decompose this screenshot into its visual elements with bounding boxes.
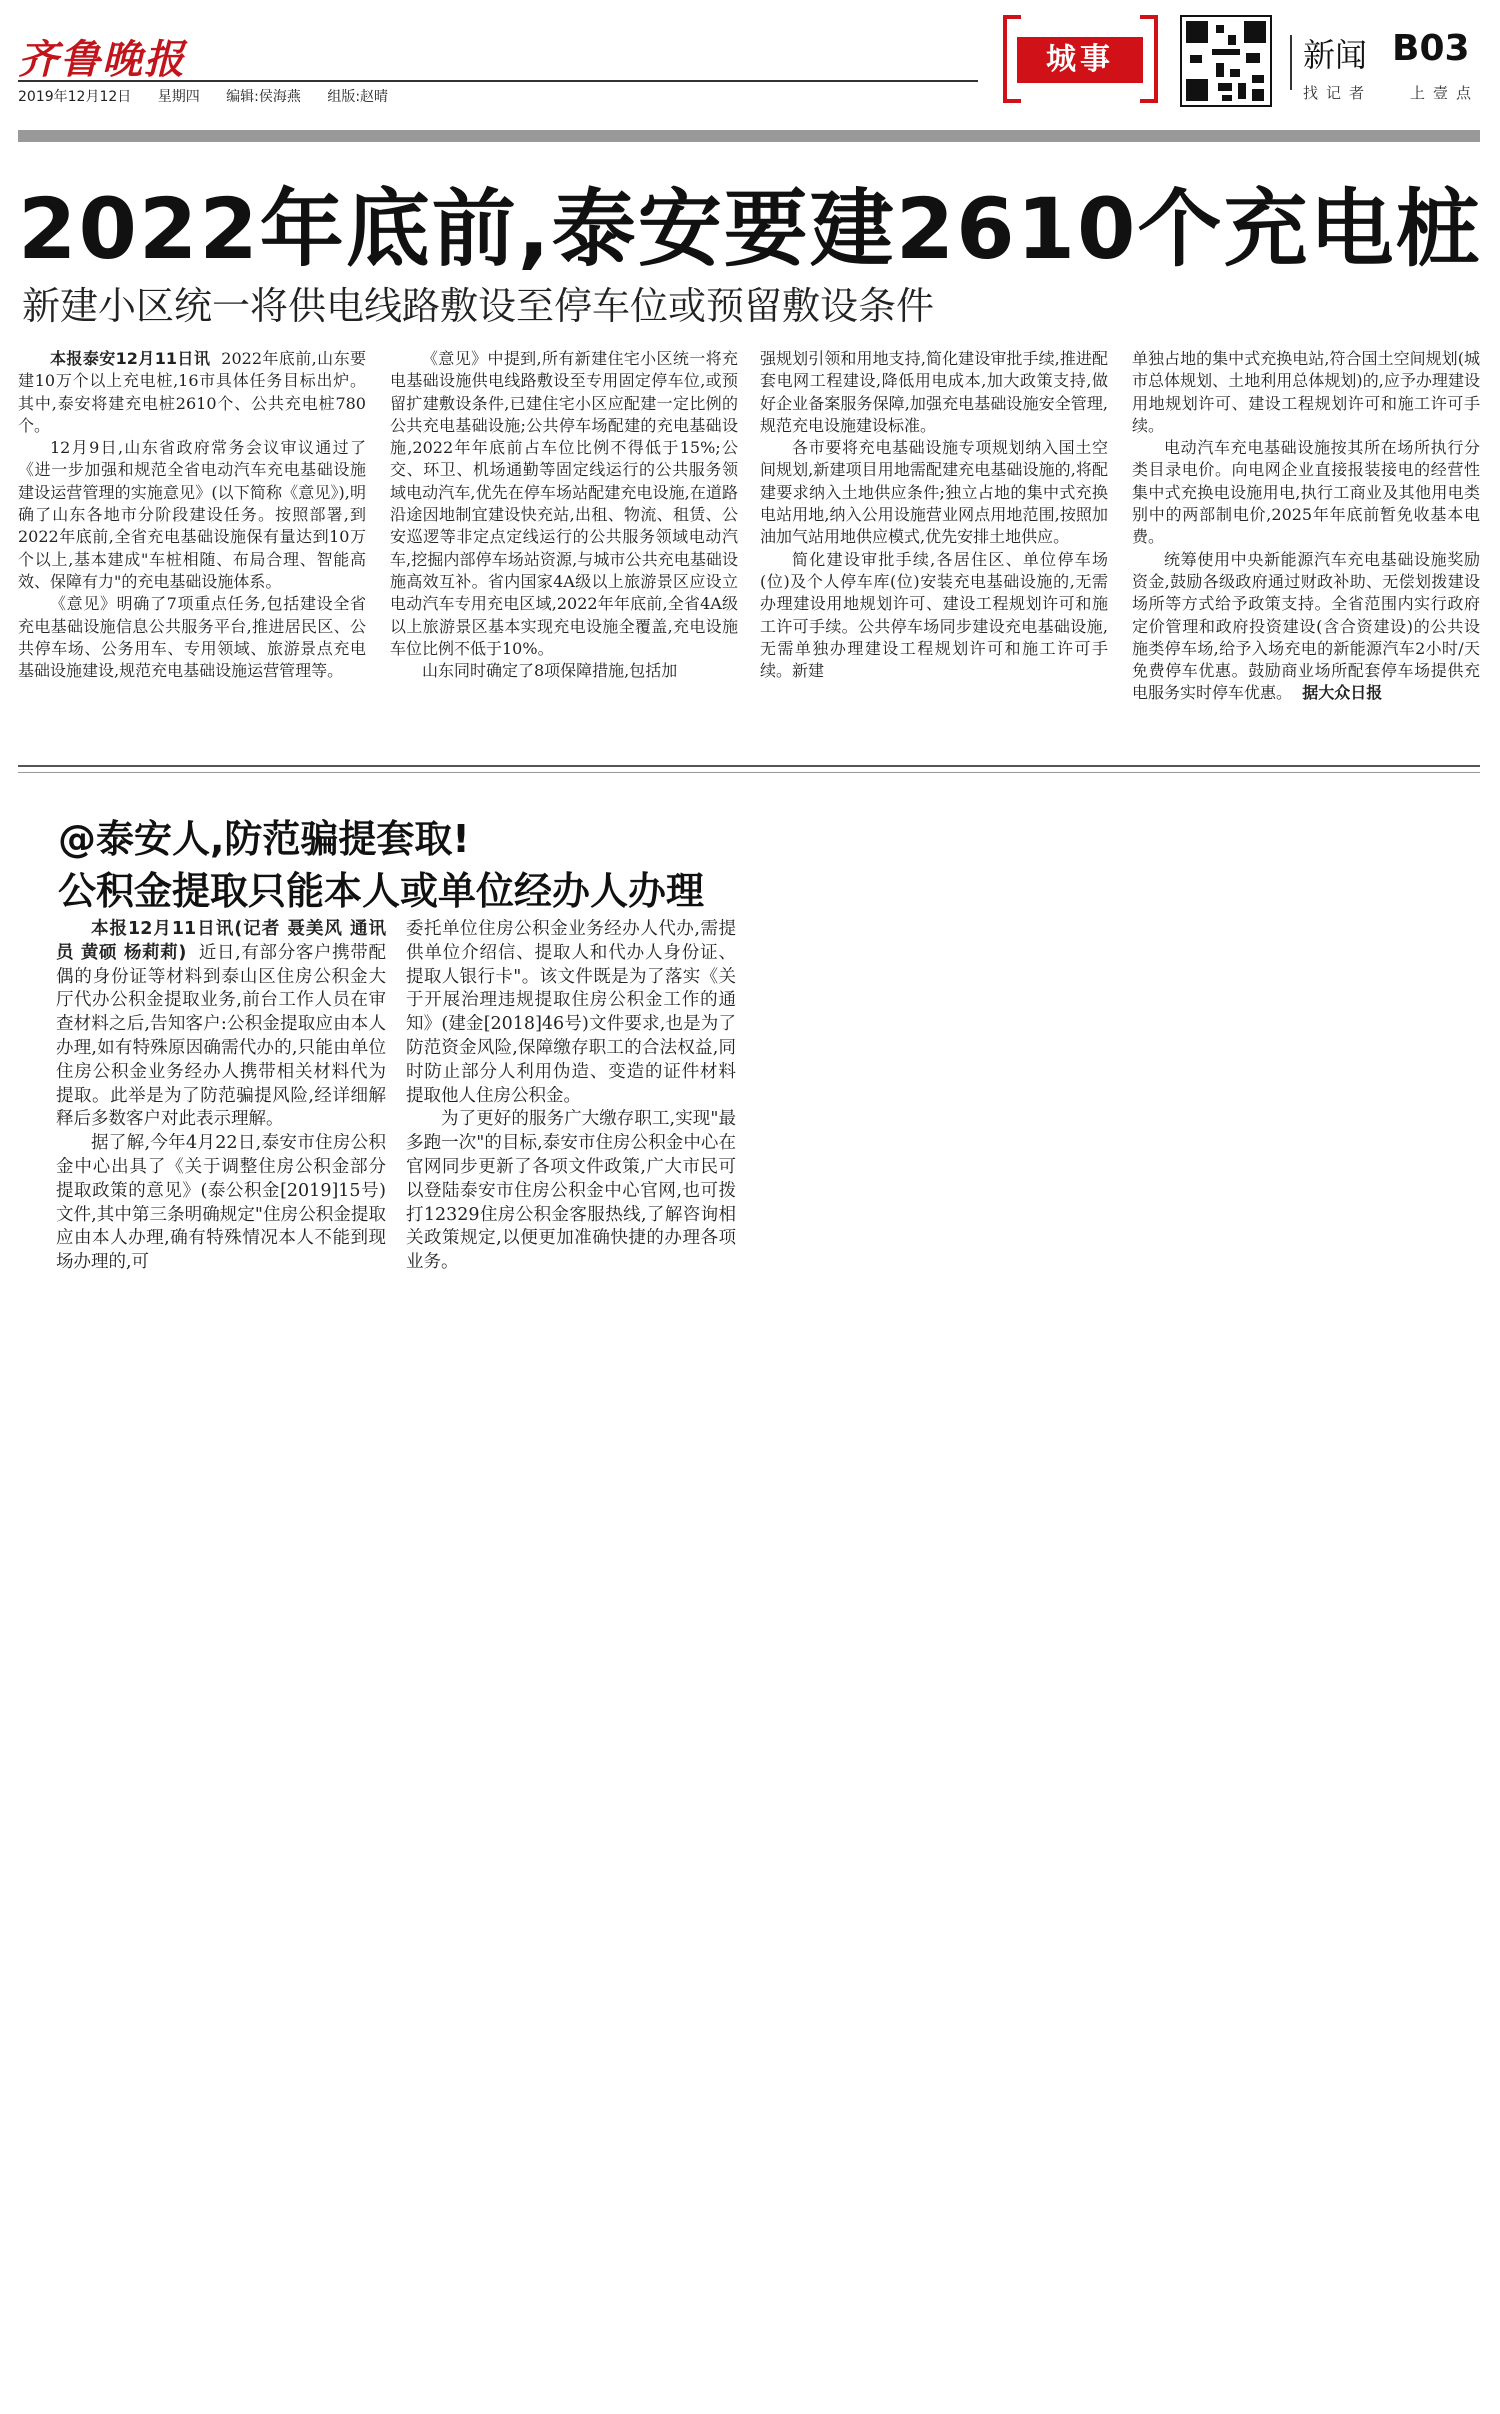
- article2-column-2: [406, 918, 736, 1275]
- paragraph: 电动汽车充电基础设施按其所在场所执行分类目录电价。向电网企业直接报装接电的经营性集中式充换电设施用电,执行工商业及其他用电类别中的两部制电价,2025年年底前暂免收基本电费。: [1132, 438, 1480, 547]
- article-divider: [18, 765, 1480, 767]
- article1-column-4: [1132, 348, 1480, 705]
- dateline: [18, 86, 410, 106]
- article1-lead: 本报泰安12月11日讯: [50, 349, 211, 368]
- paragraph-text: 统筹使用中央新能源汽车充电基础设施奖励资金,鼓励各级政府通过财政补助、无偿划拨建设场所等方式给予政策支持。全省范围内实行政府定价管理和政府投资建设(含合资建设)的公共设施类停车场,给予入场充电的新能源汽车2小时/天免费停车优惠。鼓励商业场所配套停车场提供充电服务实时停车优惠。: [1132, 549, 1480, 703]
- qr-code-icon: [1180, 15, 1272, 107]
- paragraph: 山东同时确定了8项保障措施,包括加: [422, 661, 678, 681]
- paragraph: 据了解,今年4月22日,泰安市住房公积金中心出具了《关于调整住房公积金部分提取政策的意见》(泰公积金[2019]15号)文件,其中第三条明确规定"住房公积金提取应由本人办理,确有特殊情况本人不能到现场办理的,可: [56, 1133, 386, 1273]
- layout-credit: 组版:赵晴: [327, 89, 389, 105]
- paragraph: 各市要将充电基础设施专项规划纳入国土空间规划,新建项目用地需配建充电基础设施的,将配建要求纳入土地供应条件;独立占地的集中式充换电站用地,纳入公用设施营业网点用地范围,按照加油加气站用地供应模式,优先安排土地供应。: [760, 438, 1108, 547]
- page-number: B03: [1392, 28, 1470, 69]
- paragraph: 《意见》中提到,所有新建住宅小区统一将充电基础设施供电线路敷设至专用固定停车位,或预留扩建敷设条件,已建住宅小区应配建一定比例的公共充电基础设施;公共停车场配建的充电基础设施,2022年年底前占车位比例不得低于15%;公交、环卫、机场通勤等固定线运行的公共服务领域电动汽车,优先在停车场站配建充电设施,在道路沿途因地制宜建设快充站,出租、物流、租赁、公安巡逻等非定点定线运行的公共服务领域电动汽车,挖掘内部停车场站资源,与城市公共充电基础设施高效互补。省内国家4A级以上旅游景区应设立电动汽车专用充电区域,2022年年底前,全省4A级以上旅游景区基本实现充电设施全覆盖,充电设施车位比例不低于10%。: [390, 349, 738, 658]
- article1-headline: 2022年底前,泰安要建2610个充电桩: [18, 180, 1482, 278]
- article1-column-2: [390, 348, 738, 682]
- header-rule: [18, 80, 978, 82]
- paragraph: 《意见》明确了7项重点任务,包括建设全省充电基础设施信息公共服务平台,推进居民区、公共停车场、公务用车、专用领域、旅游景点充电基础设施建设,规范充电基础设施运营管理等。: [18, 594, 366, 681]
- issue-date: 2019年12月12日: [18, 89, 132, 105]
- find-reporter-label: 找记者: [1303, 84, 1373, 102]
- paragraph: 单独占地的集中式充换电站,符合国土空间规划(城市总体规划、土地利用总体规划)的,应予办理建设用地规划许可、建设工程规划许可和施工许可手续。: [1132, 349, 1480, 435]
- paragraph: 强规划引领和用地支持,简化建设审批手续,推进配套电网工程建设,降低用电成本,加大政策支持,做好企业备案服务保障,加强充电基础设施安全管理,规范充电设施建设标准。: [760, 349, 1108, 435]
- article2-headline-line1: @泰安人,防范骗提套取!: [58, 817, 470, 861]
- article2-lead: 本报12月11日讯(记者 聂美风 通讯员 黄硕 杨莉莉): [56, 919, 386, 963]
- header-divider: [1290, 35, 1292, 90]
- article2-headline-line2: 公积金提取只能本人或单位经办人办理: [58, 869, 705, 913]
- editor-credit: 编辑:侯海燕: [226, 89, 301, 105]
- paragraph: 简化建设审批手续,各居住区、单位停车场(位)及个人停车库(位)安装充电基础设施的,无需办理建设用地规划许可、建设工程规划许可和施工许可手续。公共停车场同步建设充电基础设施,无需单独办理建设工程规划许可和施工许可手续。新建: [760, 549, 1108, 681]
- paragraph: 为了更好的服务广大缴存职工,实现"最多跑一次"的目标,泰安市住房公积金中心在官网同步更新了各项文件政策,广大市民可以登陆泰安市住房公积金中心官网,也可拨打12329住房公积金客服热线,了解咨询相关政策规定,以便更加准确快捷的办理各项业务。: [406, 1109, 736, 1273]
- article1-source: 据大众日报: [1302, 683, 1383, 703]
- paragraph: 2022年底前,山东要建10万个以上充电桩,16市具体任务目标出炉。其中,泰安将建充电桩2610个、公共充电桩780个。: [18, 349, 367, 435]
- section-label: 城事: [1017, 37, 1143, 83]
- article1-column-1: [18, 348, 366, 682]
- section-badge: [1003, 15, 1158, 103]
- visit-label: 上壹点: [1410, 84, 1480, 102]
- article1-subheadline: 新建小区统一将供电线路敷设至停车位或预留敷设条件: [22, 284, 935, 328]
- paragraph: [1132, 549, 1480, 705]
- paragraph: 委托单位住房公积金业务经办人代办,需提供单位介绍信、提取人和代办人身份证、提取人银行卡"。该文件既是为了落实《关于开展治理违规提取住房公积金工作的通知》(建金[2018]46号)文件要求,也是为了防范资金风险,保障缴存职工的合法权益,同时防止部分人利用伪造、变造的证件材料提取他人住房公积金。: [406, 919, 736, 1106]
- article1-column-3: [760, 348, 1108, 682]
- issue-weekday: 星期四: [157, 89, 200, 105]
- news-label: 新闻: [1303, 36, 1368, 74]
- paragraph: 12月9日,山东省政府常务会议审议通过了《进一步加强和规范全省电动汽车充电基础设施建设运营管理的实施意见》(以下简称《意见》),明确了山东各地市分阶段建设任务。按照部署,到2022年底前,全省充电基础设施保有量达到10万个以上,基本建成"车桩相随、布局合理、智能高效、保障有力"的充电基础设施体系。: [18, 438, 366, 591]
- article2-column-1: [56, 918, 386, 1275]
- article-divider-thin: [18, 772, 1480, 773]
- top-rule: [18, 130, 1480, 142]
- masthead-logo: 齐鲁晚报: [18, 36, 186, 83]
- paragraph: 近日,有部分客户携带配偶的身份证等材料到泰山区住房公积金大厅代办公积金提取业务,前台工作人员在审查材料之后,告知客户:公积金提取应由本人办理,如有特殊原因确需代办的,只能由单位住房公积金业务经办人携带相关材料代为提取。此举是为了防范骗提风险,经详细解释后多数客户对此表示理解。: [56, 942, 386, 1130]
